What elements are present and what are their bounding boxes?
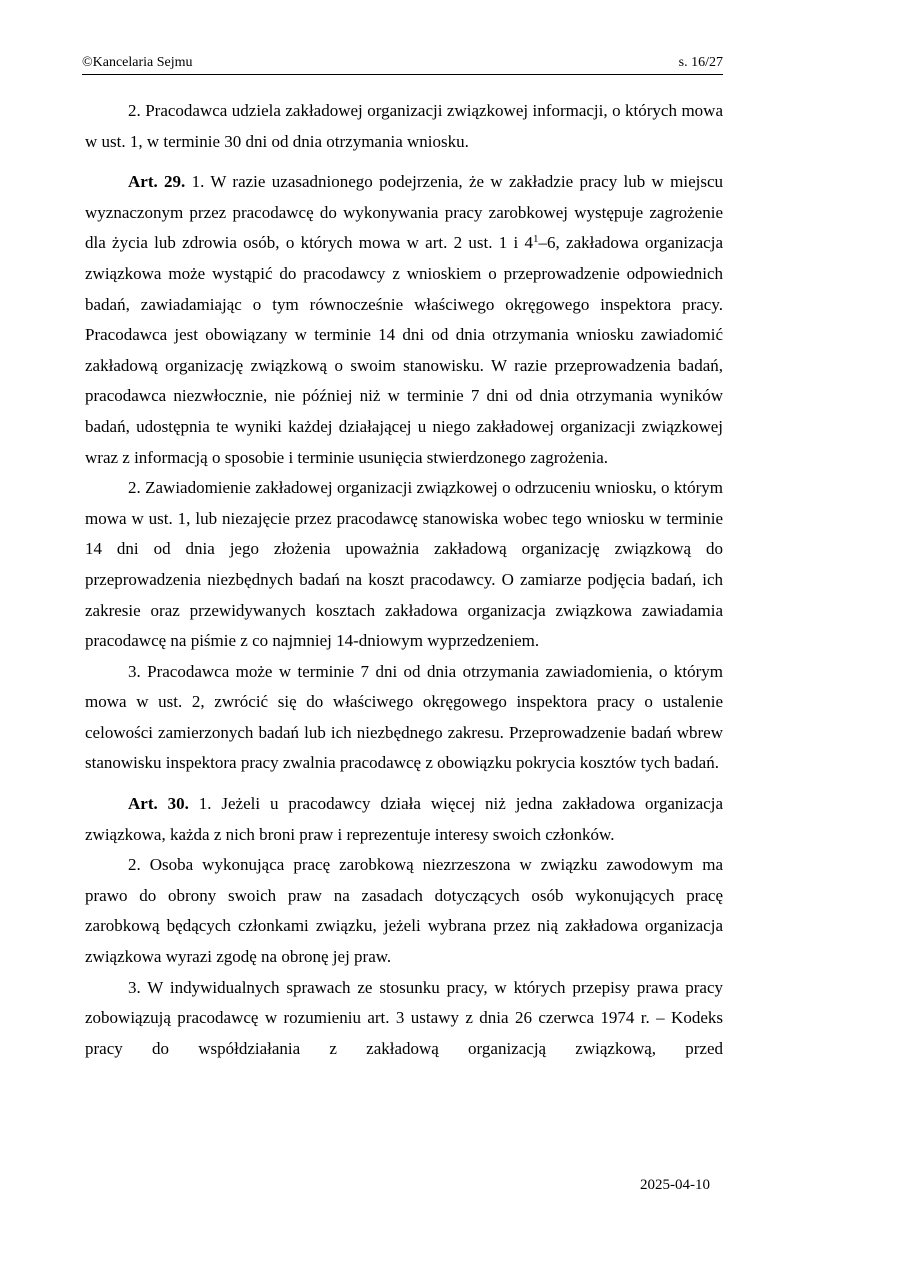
paragraph-art30-ust2: [85, 850, 723, 972]
page-header: [82, 54, 723, 75]
page-footer: [85, 1176, 710, 1195]
document-text: [85, 96, 723, 1064]
paragraph-text: 2. Zawiadomienie zakładowej organizacji związkowej o odrzuceniu wniosku, o którym mowa w ust. 1, lub niezajęcie przez pracodawcę stanowiska wobec tego wniosku w terminie 14 dni od dnia jego złożenia upoważnia zakładową organizację związkową do przeprowadzenia niezbędnych badań na koszt pracodawcy. O zamiarze podjęcia badań, ich zakresie oraz przewidywanych kosztach zakładowa organizacja związkowa zawiadamia pracodawcę na piśmie z co najmniej 14-dniowym wyprzedzeniem.: [85, 478, 723, 651]
article-number-label: Art. 30.: [128, 794, 189, 814]
footer-date: 2025-04-10: [640, 1177, 710, 1193]
paragraph-text: 2. Osoba wykonująca pracę zarobkową niezrzeszona w związku zawodowym ma prawo do obrony swoich praw na zasadach dotyczących osób wykonujących pracę zarobkową będących członkami związku, jeżeli wybrana przez nią zakładowa organizacja związkowa wyrazi zgodę na obronę jej praw.: [85, 855, 723, 967]
paragraph-text: 3. W indywidualnych sprawach ze stosunku pracy, w których przepisy prawa pracy zobowiązują pracodawcę w rozumieniu art. 3 ustawy z dnia 26 czerwca 1974 r. – Kodeks pracy do współdziałania z zakładową organizacją związkową, przed: [85, 977, 723, 1058]
paragraph-text: –6, zakładowa organizacja związkowa może wystąpić do pracodawcy z wnioskiem o przeprowadzenie odpowiednich badań, zawiadamiając o tym równocześnie właściwego okręgowego inspektora pracy. Pracodawca jest obowiązany w terminie 14 dni od dnia otrzymania wniosku zawiadomić zakładową organizację związkową o swoim stanowisku. W razie przeprowadzenia badań, pracodawca niezwłocznie, nie później niż w terminie 7 dni od dnia otrzymania wyników badań, udostępnia te wyniki każdej działającej u niego zakładowej organizacji związkowej wraz z informacją o sposobie i terminie usunięcia stwierdzonego zagrożenia.: [85, 233, 723, 467]
paragraph-text: 2. Pracodawca udziela zakładowej organizacji związkowej informacji, o których mowa w ust. 1, w terminie 30 dni od dnia otrzymania wniosku.: [85, 101, 723, 151]
paragraph-text: 1. Jeżeli u pracodawcy działa więcej niż jedna zakładowa organizacja związkowa, każda z nich broni praw i reprezentuje interesy swoich członków.: [85, 794, 723, 844]
paragraph-art29-ust2: [85, 473, 723, 657]
superscript-index: 1: [533, 233, 539, 246]
paragraph-text: 1. W razie uzasadnionego podejrzenia, że w zakładzie pracy lub w miejscu wyznaczonym przez pracodawcę do wykonywania pracy zarobkowej występuje zagrożenie dla życia lub zdrowia osób, o których mowa w art. 2 ust. 1 i 4: [85, 172, 724, 253]
paragraph-art30-ust3: [85, 973, 723, 1065]
header-publisher: ©Kancelaria Sejmu: [82, 55, 193, 70]
article-number-label: Art. 29.: [128, 172, 186, 192]
paragraph-art30-ust1: [85, 789, 723, 850]
paragraph-art29-ust3: [85, 657, 723, 779]
header-page-indicator: s. 16/27: [678, 55, 723, 70]
paragraph-text: 3. Pracodawca może w terminie 7 dni od dnia otrzymania zawiadomienia, o którym mowa w ust. 2, zwrócić się do właściwego okręgowego inspektora pracy o ustalenie celowości zamierzonych badań lub ich niezbędnego zakresu. Przeprowadzenie badań wbrew stanowisku inspektora pracy zwalnia pracodawcę z obowiązku pokrycia kosztów tych badań.: [85, 661, 723, 773]
paragraph-art28-ust2: [85, 96, 723, 157]
paragraph-art29-ust1: [85, 167, 723, 473]
